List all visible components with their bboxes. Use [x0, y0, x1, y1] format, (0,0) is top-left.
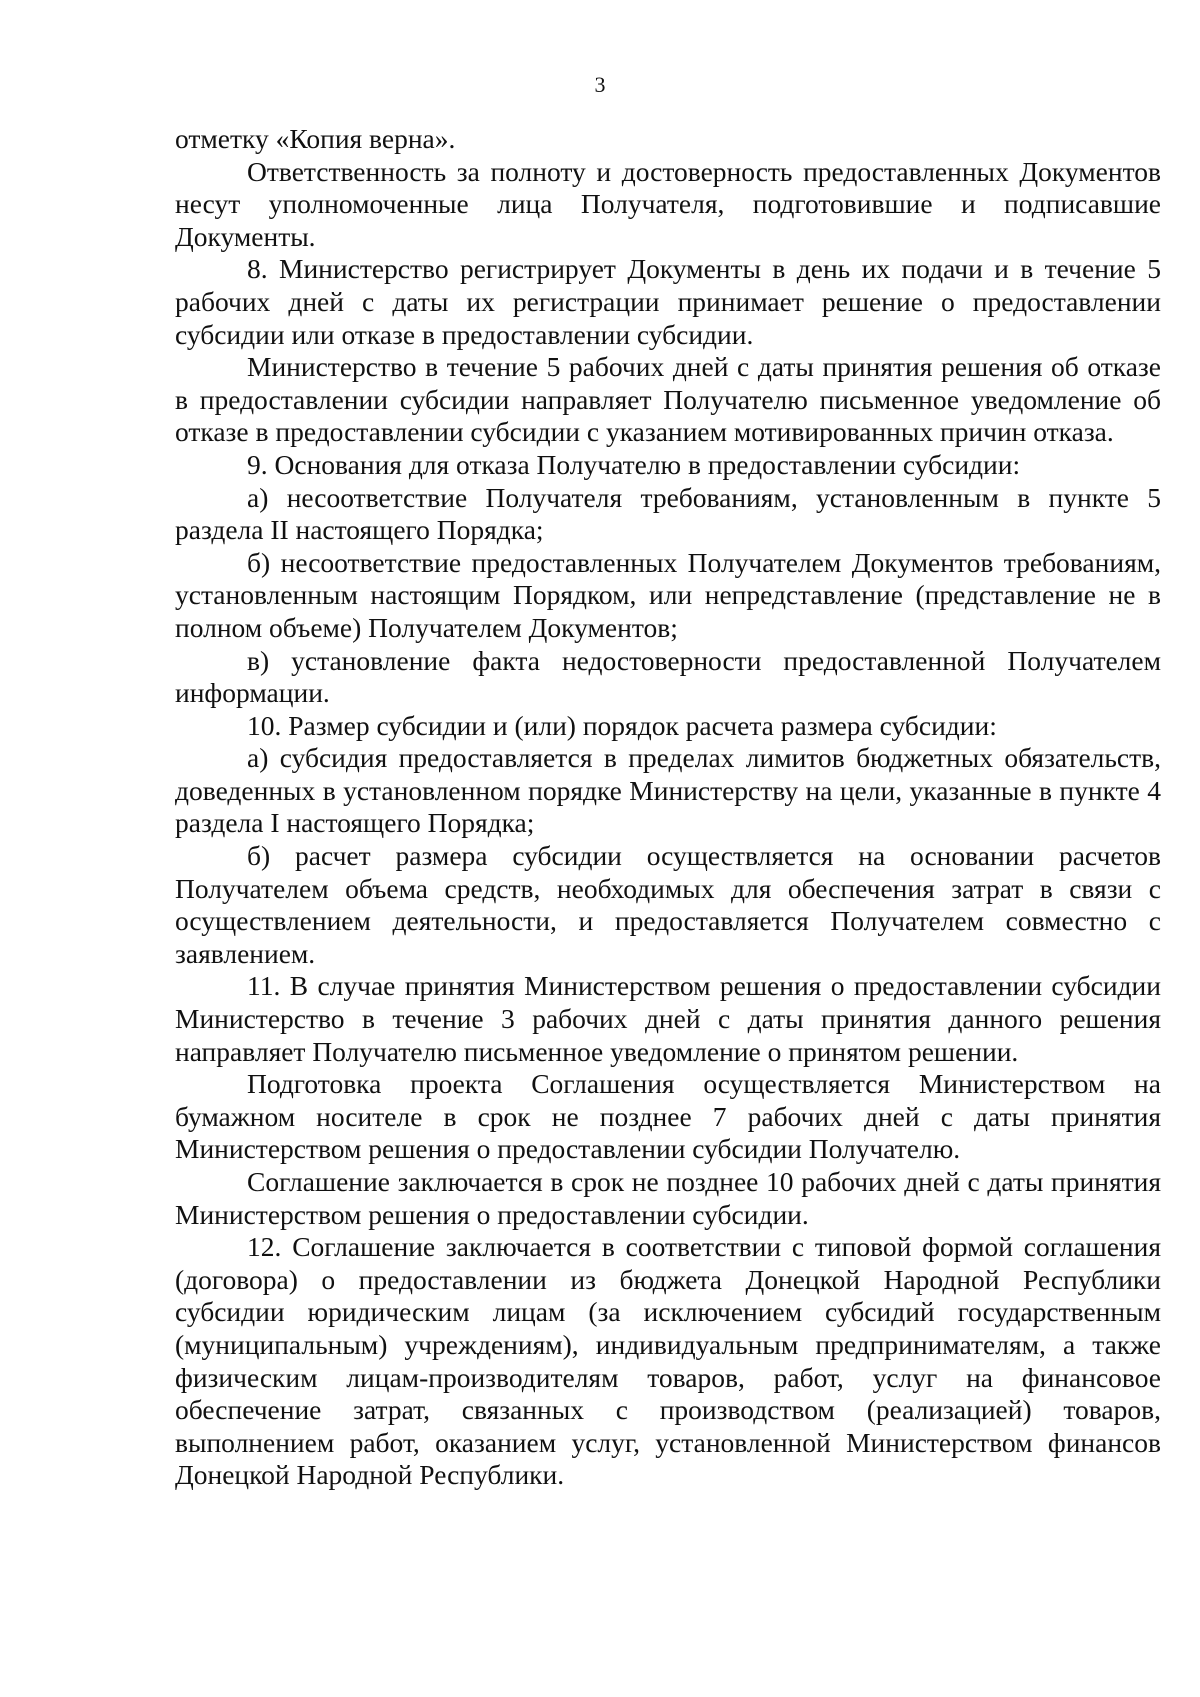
paragraph-item-10b: б) расчет размера субсидии осуществляется на основании расчетов Получателем объема средств, необходимых для обеспечения затрат в связи с осуществлением деятельности, и предоставляется Получателем совместно с заявлением. [175, 840, 1161, 969]
paragraph-item-9b: б) несоответствие предоставленных Получателем Документов требованиям, установленным настоящим Порядком, или непредставление (представление не в полном объеме) Получателем Документов; [175, 546, 1161, 643]
paragraph-item-9a: а) несоответствие Получателя требованиям, установленным в пункте 5 раздела II настоящего Порядка; [175, 481, 1161, 546]
page-number: 3 [594, 72, 606, 97]
document-body [175, 123, 1161, 1492]
paragraph-agreement-draft: Подготовка проекта Соглашения осуществляется Министерством на бумажном носителе в срок не позднее 7 рабочих дней с даты принятия Министерством решения о предоставлении субсидии Получателю. [175, 1068, 1161, 1165]
paragraph-item-11: 11. В случае принятия Министерством решения о предоставлении субсидии Министерство в течение 3 рабочих дней с даты принятия данного решения направляет Получателю письменное уведомление о принятом решении. [175, 970, 1161, 1067]
paragraph-item-9c: в) установление факта недостоверности предоставленной Получателем информации. [175, 644, 1161, 709]
paragraph-responsibility: Ответственность за полноту и достоверность предоставленных Документов несут уполномоченные лица Получателя, подготовившие и подписавшие Документы. [175, 155, 1161, 252]
paragraph-item-12: 12. Соглашение заключается в соответствии с типовой формой соглашения (договора) о предоставлении из бюджета Донецкой Народной Республики субсидии юридическим лицам (за исключением субсидий государственным (муниципальным) учреждениям), индивидуальным предпринимателям, а также физическим лицам-производителям товаров, работ, услуг на финансовое обеспечение затрат, связанных с производством (реализацией) товаров, выполнением работ, оказанием услуг, установленной Министерством финансов Донецкой Народной Республики. [175, 1231, 1161, 1491]
paragraph-item-10a: а) субсидия предоставляется в пределах лимитов бюджетных обязательств, доведенных в установленном порядке Министерству на цели, указанные в пункте 4 раздела I настоящего Порядка; [175, 742, 1161, 839]
paragraph-item-9: 9. Основания для отказа Получателю в предоставлении субсидии: [247, 448, 1021, 480]
paragraph-continuation: отметку «Копия верна». [175, 123, 456, 154]
paragraph-item-10: 10. Размер субсидии и (или) порядок расчета размера субсидии: [247, 709, 997, 741]
paragraph-item-8: 8. Министерство регистрирует Документы в день их подачи и в течение 5 рабочих дней с даты их регистрации принимает решение о предоставлении субсидии или отказе в предоставлении субсидии. [175, 253, 1161, 350]
paragraph-refusal-notice: Министерство в течение 5 рабочих дней с даты принятия решения об отказе в предоставлении субсидии направляет Получателю письменное уведомление об отказе в предоставлении субсидии с указанием мотивированных причин отказа. [175, 351, 1161, 448]
paragraph-agreement-term: Соглашение заключается в срок не позднее 10 рабочих дней с даты принятия Министерством решения о предоставлении субсидии. [175, 1166, 1161, 1230]
